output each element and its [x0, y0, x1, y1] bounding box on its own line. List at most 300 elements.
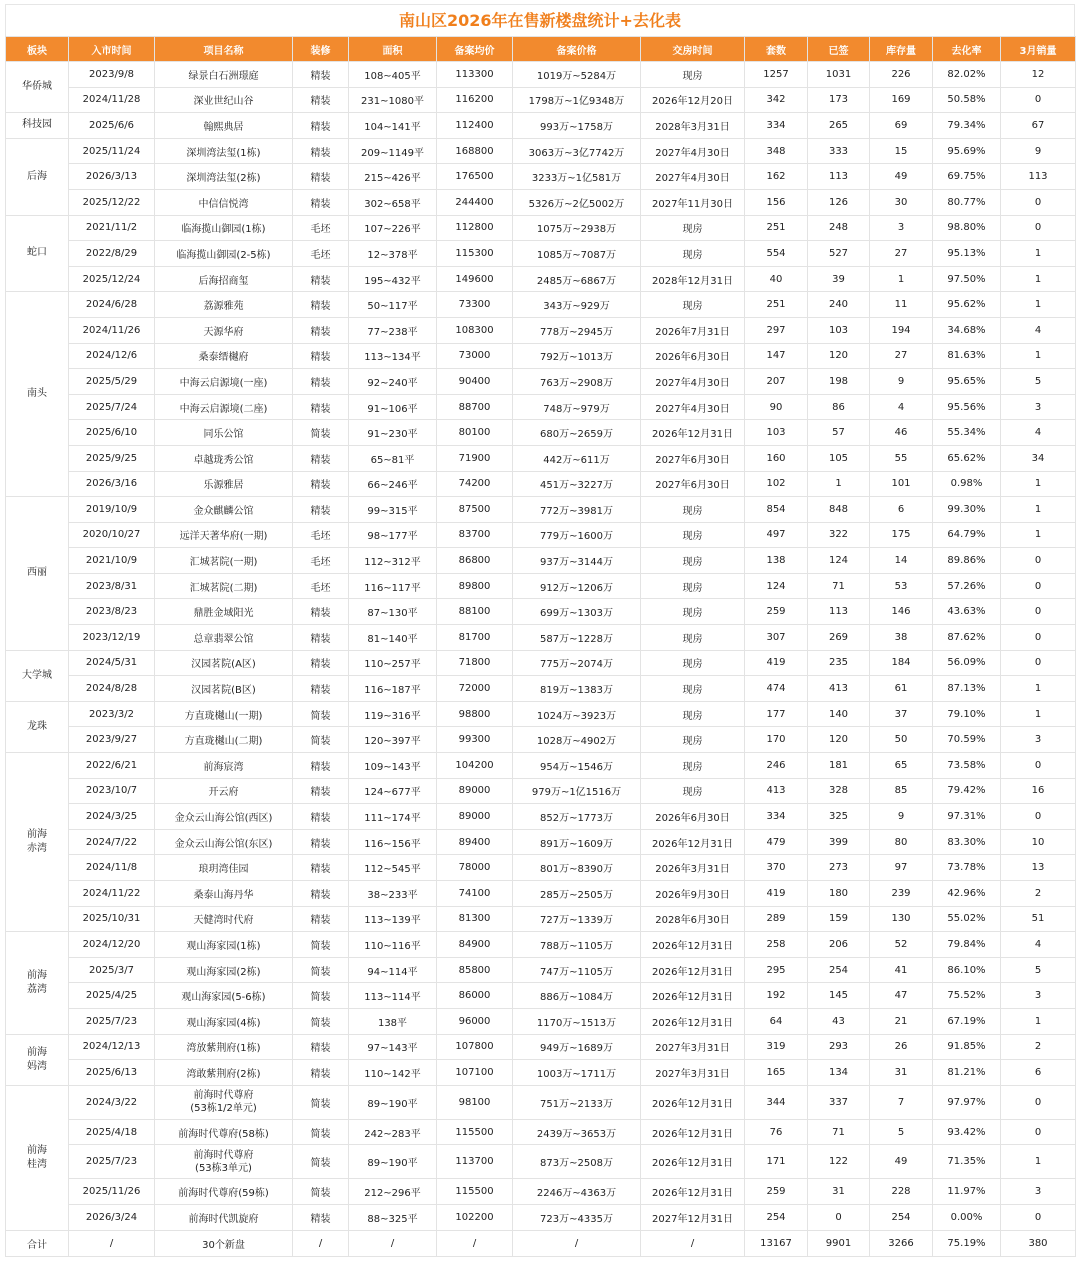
march-sales-cell: 3: [1001, 394, 1076, 420]
table-row: [6, 932, 1076, 958]
decoration-cell: 精装: [293, 113, 349, 139]
area-cell: 109~143平: [349, 753, 437, 779]
signed-cell: 126: [808, 189, 870, 215]
project-cell: 中信信悦湾: [155, 189, 293, 215]
header-date-col: 入市时间: [69, 37, 155, 62]
avg-price-cell: 113300: [437, 62, 513, 88]
date-cell: 2024/5/31: [69, 650, 155, 676]
project-cell: 翰熙典居: [155, 113, 293, 139]
delivery-cell: 2026年7月31日: [641, 317, 745, 343]
sell-through-cell: 55.34%: [933, 420, 1001, 446]
region-cell: 龙珠: [6, 701, 69, 752]
decoration-cell: 简装: [293, 932, 349, 958]
total-avg-price-cell: /: [437, 1230, 513, 1256]
project-cell: 方直珑樾山(二期): [155, 727, 293, 753]
delivery-cell: 2026年12月31日: [641, 1008, 745, 1034]
units-cell: 177: [745, 701, 808, 727]
avg-price-cell: 108300: [437, 317, 513, 343]
project-cell: 金众云山海公馆(东区): [155, 829, 293, 855]
march-sales-cell: 0: [1001, 573, 1076, 599]
date-cell: 2024/12/6: [69, 343, 155, 369]
inventory-cell: 69: [870, 113, 933, 139]
sell-through-cell: 79.84%: [933, 932, 1001, 958]
avg-price-cell: 87500: [437, 497, 513, 523]
project-cell: 金众云山海公馆(西区): [155, 804, 293, 830]
decoration-cell: 精装: [293, 292, 349, 318]
date-cell: 2021/10/9: [69, 548, 155, 574]
table-row: [6, 1179, 1076, 1205]
avg-price-cell: 112400: [437, 113, 513, 139]
header-row: [6, 37, 1076, 62]
march-sales-cell: 0: [1001, 625, 1076, 651]
area-cell: 88~325平: [349, 1204, 437, 1230]
decoration-cell: 精装: [293, 778, 349, 804]
signed-cell: 57: [808, 420, 870, 446]
date-cell: 2024/11/28: [69, 87, 155, 113]
table-row: [6, 445, 1076, 471]
signed-cell: 198: [808, 369, 870, 395]
units-cell: 479: [745, 829, 808, 855]
date-cell: 2025/12/24: [69, 266, 155, 292]
table-row: [6, 1008, 1076, 1034]
total-region-cell: 合计: [6, 1230, 69, 1256]
avg-price-cell: 71900: [437, 445, 513, 471]
march-sales-cell: 1: [1001, 292, 1076, 318]
decoration-cell: 精装: [293, 906, 349, 932]
delivery-cell: 2026年12月31日: [641, 957, 745, 983]
price-range-cell: 1003万~1711万: [513, 1060, 641, 1086]
march-sales-cell: 4: [1001, 317, 1076, 343]
march-sales-cell: 5: [1001, 369, 1076, 395]
price-range-cell: 778万~2945万: [513, 317, 641, 343]
march-sales-cell: 0: [1001, 1085, 1076, 1119]
march-sales-cell: 113: [1001, 164, 1076, 190]
inventory-cell: 6: [870, 497, 933, 523]
units-cell: 370: [745, 855, 808, 881]
march-sales-cell: 1: [1001, 1008, 1076, 1034]
price-range-cell: 3233万~1亿581万: [513, 164, 641, 190]
sell-through-cell: 81.21%: [933, 1060, 1001, 1086]
march-sales-cell: 16: [1001, 778, 1076, 804]
decoration-cell: 精装: [293, 599, 349, 625]
date-cell: 2023/8/23: [69, 599, 155, 625]
decoration-cell: 精装: [293, 881, 349, 907]
avg-price-cell: 104200: [437, 753, 513, 779]
avg-price-cell: 88100: [437, 599, 513, 625]
date-cell: 2025/6/6: [69, 113, 155, 139]
sell-through-cell: 0.00%: [933, 1204, 1001, 1230]
area-cell: 65~81平: [349, 445, 437, 471]
units-cell: 251: [745, 215, 808, 241]
decoration-cell: 精装: [293, 394, 349, 420]
inventory-cell: 30: [870, 189, 933, 215]
table-row: [6, 753, 1076, 779]
signed-cell: 140: [808, 701, 870, 727]
units-cell: 165: [745, 1060, 808, 1086]
table-row: [6, 138, 1076, 164]
region-cell: 后海: [6, 138, 69, 215]
units-cell: 334: [745, 113, 808, 139]
decoration-cell: 简装: [293, 1179, 349, 1205]
project-cell: 深业世纪山谷: [155, 87, 293, 113]
price-range-cell: 775万~2074万: [513, 650, 641, 676]
decoration-cell: 简装: [293, 1008, 349, 1034]
decoration-cell: 简装: [293, 701, 349, 727]
project-cell: 总章翡翠公馆: [155, 625, 293, 651]
march-sales-cell: 2: [1001, 881, 1076, 907]
price-range-cell: 993万~1758万: [513, 113, 641, 139]
report-container: [5, 4, 1075, 1257]
area-cell: 108~405平: [349, 62, 437, 88]
delivery-cell: 2028年3月31日: [641, 113, 745, 139]
march-sales-cell: 12: [1001, 62, 1076, 88]
march-sales-cell: 6: [1001, 1060, 1076, 1086]
sell-through-cell: 79.34%: [933, 113, 1001, 139]
price-range-cell: 285万~2505万: [513, 881, 641, 907]
decoration-cell: 精装: [293, 650, 349, 676]
price-range-cell: 723万~4335万: [513, 1204, 641, 1230]
avg-price-cell: 85800: [437, 957, 513, 983]
date-cell: 2025/6/13: [69, 1060, 155, 1086]
sell-through-cell: 70.59%: [933, 727, 1001, 753]
decoration-cell: 精装: [293, 62, 349, 88]
date-cell: 2025/9/25: [69, 445, 155, 471]
date-cell: 2024/6/28: [69, 292, 155, 318]
avg-price-cell: 74200: [437, 471, 513, 497]
table-row: [6, 1145, 1076, 1179]
price-range-cell: 680万~2659万: [513, 420, 641, 446]
inventory-cell: 52: [870, 932, 933, 958]
inventory-cell: 49: [870, 1145, 933, 1179]
project-cell: 临海揽山御园(2-5栋): [155, 241, 293, 267]
inventory-cell: 53: [870, 573, 933, 599]
inventory-cell: 228: [870, 1179, 933, 1205]
area-cell: 302~658平: [349, 189, 437, 215]
date-cell: 2024/12/20: [69, 932, 155, 958]
table-row: [6, 599, 1076, 625]
avg-price-cell: 176500: [437, 164, 513, 190]
date-cell: 2024/12/13: [69, 1034, 155, 1060]
march-sales-cell: 1: [1001, 241, 1076, 267]
march-sales-cell: 1: [1001, 266, 1076, 292]
inventory-cell: 41: [870, 957, 933, 983]
sell-through-cell: 89.86%: [933, 548, 1001, 574]
table-row: [6, 906, 1076, 932]
decoration-cell: 毛坯: [293, 215, 349, 241]
march-sales-cell: 1: [1001, 343, 1076, 369]
march-sales-cell: 0: [1001, 1204, 1076, 1230]
sell-through-cell: 67.19%: [933, 1008, 1001, 1034]
delivery-cell: 2026年9月30日: [641, 881, 745, 907]
march-sales-cell: 2: [1001, 1034, 1076, 1060]
avg-price-cell: 78000: [437, 855, 513, 881]
area-cell: 111~174平: [349, 804, 437, 830]
decoration-cell: 精装: [293, 87, 349, 113]
date-cell: 2025/7/23: [69, 1008, 155, 1034]
sell-through-cell: 87.62%: [933, 625, 1001, 651]
inventory-cell: 101: [870, 471, 933, 497]
price-range-cell: 343万~929万: [513, 292, 641, 318]
delivery-cell: 现房: [641, 701, 745, 727]
price-range-cell: 751万~2133万: [513, 1085, 641, 1119]
region-cell: 蛇口: [6, 215, 69, 292]
date-cell: 2025/3/7: [69, 957, 155, 983]
units-cell: 207: [745, 369, 808, 395]
signed-cell: 527: [808, 241, 870, 267]
inventory-cell: 1: [870, 266, 933, 292]
march-sales-cell: 0: [1001, 215, 1076, 241]
area-cell: 112~545平: [349, 855, 437, 881]
avg-price-cell: 81700: [437, 625, 513, 651]
header-inventory-col: 库存量: [870, 37, 933, 62]
decoration-cell: 精装: [293, 164, 349, 190]
price-range-cell: 788万~1105万: [513, 932, 641, 958]
march-sales-cell: 1: [1001, 522, 1076, 548]
price-range-cell: 699万~1303万: [513, 599, 641, 625]
march-sales-cell: 1: [1001, 676, 1076, 702]
inventory-cell: 50: [870, 727, 933, 753]
price-range-cell: 979万~1亿1516万: [513, 778, 641, 804]
project-cell: 桑泰缙樾府: [155, 343, 293, 369]
date-cell: 2025/5/29: [69, 369, 155, 395]
sell-through-cell: 57.26%: [933, 573, 1001, 599]
listing-table: [5, 36, 1076, 1257]
total-date-cell: /: [69, 1230, 155, 1256]
table-row: [6, 471, 1076, 497]
price-range-cell: 772万~3981万: [513, 497, 641, 523]
decoration-cell: 精装: [293, 804, 349, 830]
units-cell: 124: [745, 573, 808, 599]
area-cell: 91~230平: [349, 420, 437, 446]
march-sales-cell: 0: [1001, 1119, 1076, 1145]
area-cell: 50~117平: [349, 292, 437, 318]
area-cell: 138平: [349, 1008, 437, 1034]
signed-cell: 180: [808, 881, 870, 907]
avg-price-cell: 89400: [437, 829, 513, 855]
price-range-cell: 763万~2908万: [513, 369, 641, 395]
avg-price-cell: 90400: [437, 369, 513, 395]
table-row: [6, 113, 1076, 139]
signed-cell: 39: [808, 266, 870, 292]
march-sales-cell: 0: [1001, 87, 1076, 113]
decoration-cell: 精装: [293, 138, 349, 164]
avg-price-cell: 98100: [437, 1085, 513, 1119]
price-range-cell: 2246万~4363万: [513, 1179, 641, 1205]
area-cell: 116~187平: [349, 676, 437, 702]
units-cell: 246: [745, 753, 808, 779]
signed-cell: 265: [808, 113, 870, 139]
avg-price-cell: 168800: [437, 138, 513, 164]
total-area-cell: /: [349, 1230, 437, 1256]
project-cell: 观山海家园(1栋): [155, 932, 293, 958]
signed-cell: 240: [808, 292, 870, 318]
area-cell: 91~106平: [349, 394, 437, 420]
header-march-sales-col: 3月销量: [1001, 37, 1076, 62]
signed-cell: 248: [808, 215, 870, 241]
region-cell: 大学城: [6, 650, 69, 701]
units-cell: 259: [745, 1179, 808, 1205]
delivery-cell: 现房: [641, 522, 745, 548]
delivery-cell: 现房: [641, 497, 745, 523]
avg-price-cell: 86800: [437, 548, 513, 574]
signed-cell: 413: [808, 676, 870, 702]
area-cell: 116~156平: [349, 829, 437, 855]
region-cell: 华侨城: [6, 62, 69, 113]
header-delivery-col: 交房时间: [641, 37, 745, 62]
price-range-cell: 954万~1546万: [513, 753, 641, 779]
units-cell: 344: [745, 1085, 808, 1119]
table-row: [6, 215, 1076, 241]
price-range-cell: 937万~3144万: [513, 548, 641, 574]
table-row: [6, 1204, 1076, 1230]
price-range-cell: 2485万~6867万: [513, 266, 641, 292]
units-cell: 334: [745, 804, 808, 830]
inventory-cell: 31: [870, 1060, 933, 1086]
area-cell: 113~114平: [349, 983, 437, 1009]
date-cell: 2026/3/16: [69, 471, 155, 497]
inventory-cell: 61: [870, 676, 933, 702]
avg-price-cell: 80100: [437, 420, 513, 446]
decoration-cell: 简装: [293, 983, 349, 1009]
decoration-cell: 精装: [293, 317, 349, 343]
delivery-cell: 现房: [641, 62, 745, 88]
units-cell: 40: [745, 266, 808, 292]
decoration-cell: 简装: [293, 1145, 349, 1179]
table-row: [6, 343, 1076, 369]
units-cell: 854: [745, 497, 808, 523]
project-cell: 后海招商玺: [155, 266, 293, 292]
decoration-cell: 精装: [293, 753, 349, 779]
inventory-cell: 49: [870, 164, 933, 190]
sell-through-cell: 95.65%: [933, 369, 1001, 395]
date-cell: 2025/12/22: [69, 189, 155, 215]
signed-cell: 105: [808, 445, 870, 471]
inventory-cell: 194: [870, 317, 933, 343]
delivery-cell: 2027年4月30日: [641, 164, 745, 190]
march-sales-cell: 67: [1001, 113, 1076, 139]
date-cell: 2025/6/10: [69, 420, 155, 446]
march-sales-cell: 3: [1001, 1179, 1076, 1205]
units-cell: 76: [745, 1119, 808, 1145]
delivery-cell: 2027年12月31日: [641, 1204, 745, 1230]
units-cell: 170: [745, 727, 808, 753]
decoration-cell: 简装: [293, 420, 349, 446]
delivery-cell: 2026年12月31日: [641, 1145, 745, 1179]
area-cell: 89~190平: [349, 1085, 437, 1119]
sell-through-cell: 86.10%: [933, 957, 1001, 983]
table-row: [6, 522, 1076, 548]
decoration-cell: 精装: [293, 676, 349, 702]
date-cell: 2024/11/22: [69, 881, 155, 907]
units-cell: 103: [745, 420, 808, 446]
region-cell: 科技园: [6, 113, 69, 139]
inventory-cell: 130: [870, 906, 933, 932]
sell-through-cell: 98.80%: [933, 215, 1001, 241]
area-cell: 119~316平: [349, 701, 437, 727]
price-range-cell: 587万~1228万: [513, 625, 641, 651]
march-sales-cell: 3: [1001, 983, 1076, 1009]
project-cell: 中海云启源境(一座): [155, 369, 293, 395]
units-cell: 348: [745, 138, 808, 164]
table-row: [6, 676, 1076, 702]
delivery-cell: 2026年6月30日: [641, 343, 745, 369]
sell-through-cell: 83.30%: [933, 829, 1001, 855]
sell-through-cell: 87.13%: [933, 676, 1001, 702]
avg-price-cell: 115500: [437, 1179, 513, 1205]
price-range-cell: 852万~1773万: [513, 804, 641, 830]
signed-cell: 145: [808, 983, 870, 1009]
area-cell: 107~226平: [349, 215, 437, 241]
delivery-cell: 2026年12月31日: [641, 829, 745, 855]
avg-price-cell: 115500: [437, 1119, 513, 1145]
table-row: [6, 829, 1076, 855]
project-cell: 前海时代尊府(59栋): [155, 1179, 293, 1205]
price-range-cell: 1075万~2938万: [513, 215, 641, 241]
decoration-cell: 精装: [293, 1034, 349, 1060]
project-cell: 鼎胜金域阳光: [155, 599, 293, 625]
price-range-cell: 1019万~5284万: [513, 62, 641, 88]
avg-price-cell: 89000: [437, 804, 513, 830]
area-cell: 77~238平: [349, 317, 437, 343]
sell-through-cell: 95.62%: [933, 292, 1001, 318]
date-cell: 2019/10/9: [69, 497, 155, 523]
delivery-cell: 2027年4月30日: [641, 394, 745, 420]
units-cell: 138: [745, 548, 808, 574]
price-range-cell: 779万~1600万: [513, 522, 641, 548]
inventory-cell: 226: [870, 62, 933, 88]
table-row: [6, 701, 1076, 727]
delivery-cell: 2026年12月31日: [641, 932, 745, 958]
table-body: [6, 62, 1076, 1257]
project-cell: 桑泰山海丹华: [155, 881, 293, 907]
inventory-cell: 14: [870, 548, 933, 574]
area-cell: 92~240平: [349, 369, 437, 395]
march-sales-cell: 4: [1001, 420, 1076, 446]
total-march-sales-cell: 380: [1001, 1230, 1076, 1256]
date-cell: 2023/12/19: [69, 625, 155, 651]
project-cell: 前海时代尊府 (53栋3单元): [155, 1145, 293, 1179]
delivery-cell: 2028年6月30日: [641, 906, 745, 932]
delivery-cell: 2026年12月31日: [641, 420, 745, 446]
total-units-cell: 13167: [745, 1230, 808, 1256]
delivery-cell: 2026年12月31日: [641, 1119, 745, 1145]
header-area-col: 面积: [349, 37, 437, 62]
region-cell: 前海 桂湾: [6, 1085, 69, 1230]
delivery-cell: 现房: [641, 676, 745, 702]
table-row: [6, 317, 1076, 343]
inventory-cell: 254: [870, 1204, 933, 1230]
inventory-cell: 11: [870, 292, 933, 318]
signed-cell: 122: [808, 1145, 870, 1179]
total-delivery-cell: /: [641, 1230, 745, 1256]
area-cell: 94~114平: [349, 957, 437, 983]
table-row: [6, 241, 1076, 267]
avg-price-cell: 107800: [437, 1034, 513, 1060]
price-range-cell: 442万~611万: [513, 445, 641, 471]
table-title: 南山区2026年在售新楼盘统计+去化表: [5, 4, 1075, 36]
project-cell: 同乐公馆: [155, 420, 293, 446]
signed-cell: 293: [808, 1034, 870, 1060]
inventory-cell: 5: [870, 1119, 933, 1145]
sell-through-cell: 55.02%: [933, 906, 1001, 932]
delivery-cell: 2026年6月30日: [641, 804, 745, 830]
decoration-cell: 毛坯: [293, 241, 349, 267]
date-cell: 2020/10/27: [69, 522, 155, 548]
table-row: [6, 1085, 1076, 1119]
table-row: [6, 369, 1076, 395]
delivery-cell: 2026年12月31日: [641, 1085, 745, 1119]
delivery-cell: 2026年12月31日: [641, 983, 745, 1009]
